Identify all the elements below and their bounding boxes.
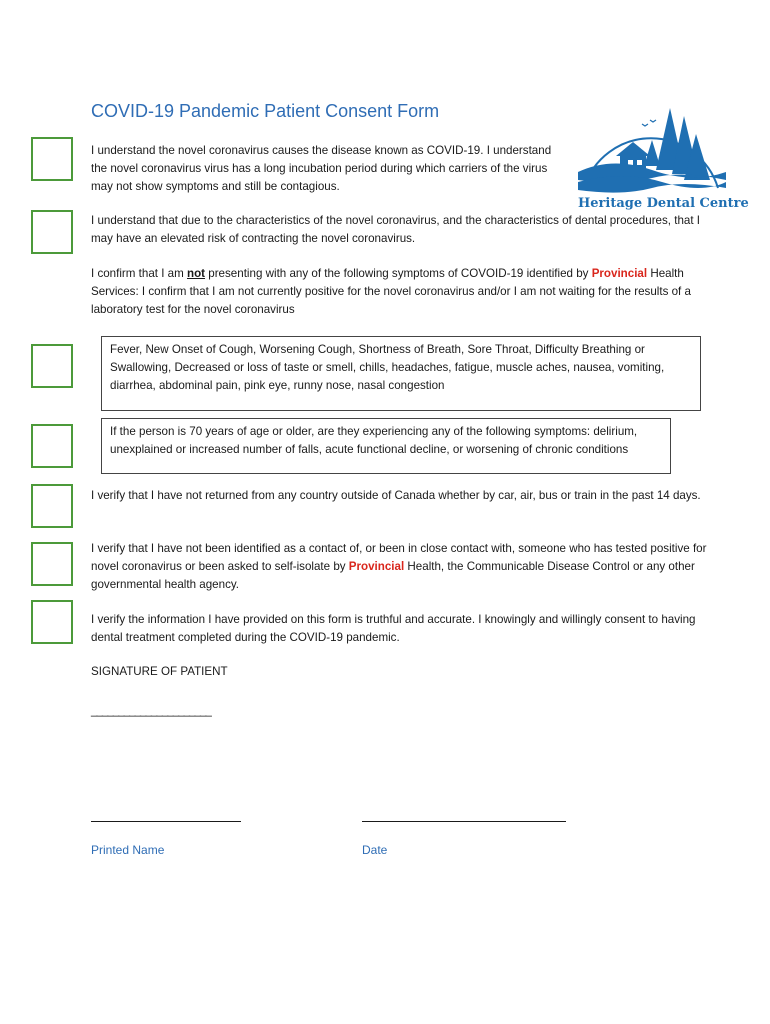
statement-text: I verify that I have not been identified as a contact of, or been in close contact with, someone who has tested positive for novel coronavirus or been asked to self-isolate by	[91, 542, 707, 573]
provincial-highlight: Provincial	[591, 267, 648, 280]
age-symptoms-box: If the person is 70 years of age or older, are they experiencing any of the following symptoms: delirium, unexplained or increased number of falls, acute functional decline, or worsening of chronic conditions	[101, 418, 671, 474]
statement-incubation: I understand the novel coronavirus causes the disease known as COVID-19. I understand the novel coronavirus virus has a long incubation period during which carriers of the virus may not show symptoms and still be contagious.	[91, 144, 552, 193]
not-emphasis: not	[187, 267, 206, 280]
consent-checkbox-1[interactable]	[31, 137, 73, 181]
statement-text: I confirm that I am	[91, 267, 187, 280]
printed-name-line[interactable]	[91, 821, 241, 822]
consent-checkbox-5[interactable]	[31, 484, 73, 528]
statement-elevated-risk: I understand that due to the characteristics of the novel coronavirus, and the characteristics of dental procedures, that I may have an elevated risk of contracting the novel coronavirus.	[91, 214, 701, 245]
date-line[interactable]	[362, 821, 566, 822]
statement-text: presenting with any of the following symptoms of COVOID-19 identified by	[205, 267, 592, 280]
consent-checkbox-6[interactable]	[31, 542, 73, 586]
date-label: Date	[362, 843, 388, 857]
printed-name-label: Printed Name	[91, 843, 165, 857]
consent-checkbox-7[interactable]	[31, 600, 73, 644]
statement-text: Health, the Communicable Disease Control or any other governmental health agency.	[91, 560, 695, 591]
consent-checkbox-3[interactable]	[31, 344, 73, 388]
form-title: COVID-19 Pandemic Patient Consent Form	[91, 101, 440, 121]
logo-name: Heritage Dental Centre	[578, 196, 749, 211]
statement-symptoms-confirm	[91, 265, 721, 319]
signature-label: SIGNATURE OF PATIENT	[91, 665, 228, 678]
signature-line[interactable]: ______________________	[91, 704, 211, 717]
provincial-highlight: Provincial	[348, 560, 405, 573]
statement-truthful: I verify the information I have provided on this form is truthful and accurate. I knowingly and willingly consent to having dental treatment completed during the COVID-19 pandemic.	[91, 613, 696, 644]
statement-travel: I verify that I have not returned from any country outside of Canada whether by car, air, bus or train in the past 14 days.	[91, 489, 701, 502]
symptoms-list-box: Fever, New Onset of Cough, Worsening Cough, Shortness of Breath, Sore Throat, Difficulty Breathing or Swallowing, Decreased or loss of taste or smell, chills, headaches, fatigue, muscle aches, nausea, vomiting, diarrhea, abdominal pain, pink eye, runny nose, nasal congestion	[101, 336, 701, 411]
statement-text: Health Services: I confirm that I am not currently positive for the novel coronavirus and/or I am not waiting for the results of a laboratory test for the novel coronavirus	[91, 267, 691, 316]
consent-checkbox-4[interactable]	[31, 424, 73, 468]
consent-checkbox-2[interactable]	[31, 210, 73, 254]
statement-contact	[91, 540, 721, 594]
